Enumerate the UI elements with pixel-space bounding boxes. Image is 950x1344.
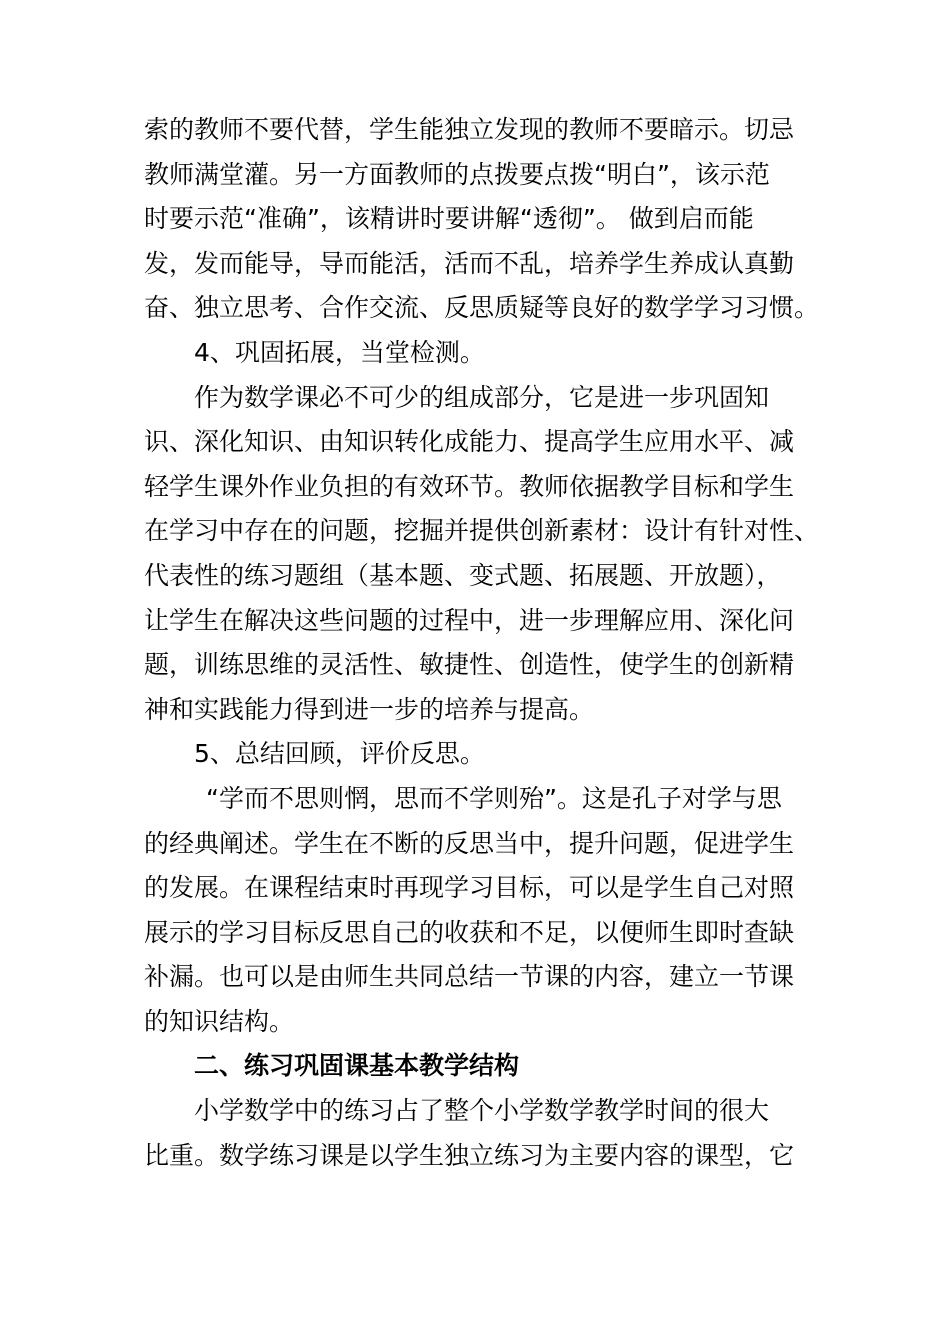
document-page (144, 108, 844, 1178)
section-heading-4: 4、巩固拓展，当堂检测。 (194, 337, 485, 367)
paragraph-line: 教师满堂灌。另一方面教师的点拨要点拨“明白”，该示范 (144, 159, 770, 189)
paragraph-line: 神和实践能力得到进一步的培养与提高。 (144, 694, 595, 724)
paragraph-line: 识、深化知识、由知识转化成能力、提高学生应用水平、减 (144, 427, 795, 457)
chapter-heading-2: 二、练习巩固课基本教学结构 (194, 1051, 520, 1081)
paragraph-line: 补漏。也可以是由师生共同总结一节课的内容，建立一节课 (144, 962, 795, 992)
paragraph-line: “学而不思则惘，思而不学则殆”。这是孔子对学与思 (206, 783, 782, 813)
paragraph-line: 小学数学中的练习占了整个小学数学教学时间的很大 (194, 1096, 770, 1126)
paragraph-line: 的经典阐述。学生在不断的反思当中，提升问题，促进学生 (144, 828, 795, 858)
paragraph-line: 让学生在解决这些问题的过程中，进一步理解应用、深化问 (144, 605, 795, 635)
paragraph-line: 在学习中存在的问题，挖掘并提供创新素材：设计有针对性、 (144, 516, 820, 546)
section-heading-5: 5、总结回顾，评价反思。 (194, 739, 485, 769)
paragraph-line: 发，发而能导，导而能活，活而不乱，培养学生养成认真勤 (144, 248, 795, 278)
paragraph-line: 索的教师不要代替，学生能独立发现的教师不要暗示。切忌 (144, 115, 795, 144)
paragraph-line: 代表性的练习题组（基本题、变式题、拓展题、开放题）， (144, 560, 782, 590)
paragraph-line: 的知识结构。 (144, 1006, 295, 1036)
paragraph-line: 时要示范“准确”，该精讲时要讲解“透彻”。 做到启而能 (144, 204, 754, 234)
paragraph-line: 展示的学习目标反思自己的收获和不足，以便师生即时查缺 (144, 917, 795, 947)
paragraph-line: 作为数学课必不可少的组成部分，它是进一步巩固知 (194, 382, 770, 412)
paragraph-line: 比重。数学练习课是以学生独立练习为主要内容的课型，它 (144, 1140, 795, 1170)
paragraph-line: 奋、独立思考、合作交流、反思质疑等良好的数学学习习惯。 (144, 293, 820, 323)
paragraph-line: 轻学生课外作业负担的有效环节。教师依据教学目标和学生 (144, 471, 795, 501)
paragraph-line: 题，训练思维的灵活性、敏捷性、创造性，使学生的创新精 (144, 650, 795, 680)
paragraph-line: 的发展。在课程结束时再现学习目标，可以是学生自己对照 (144, 873, 795, 903)
